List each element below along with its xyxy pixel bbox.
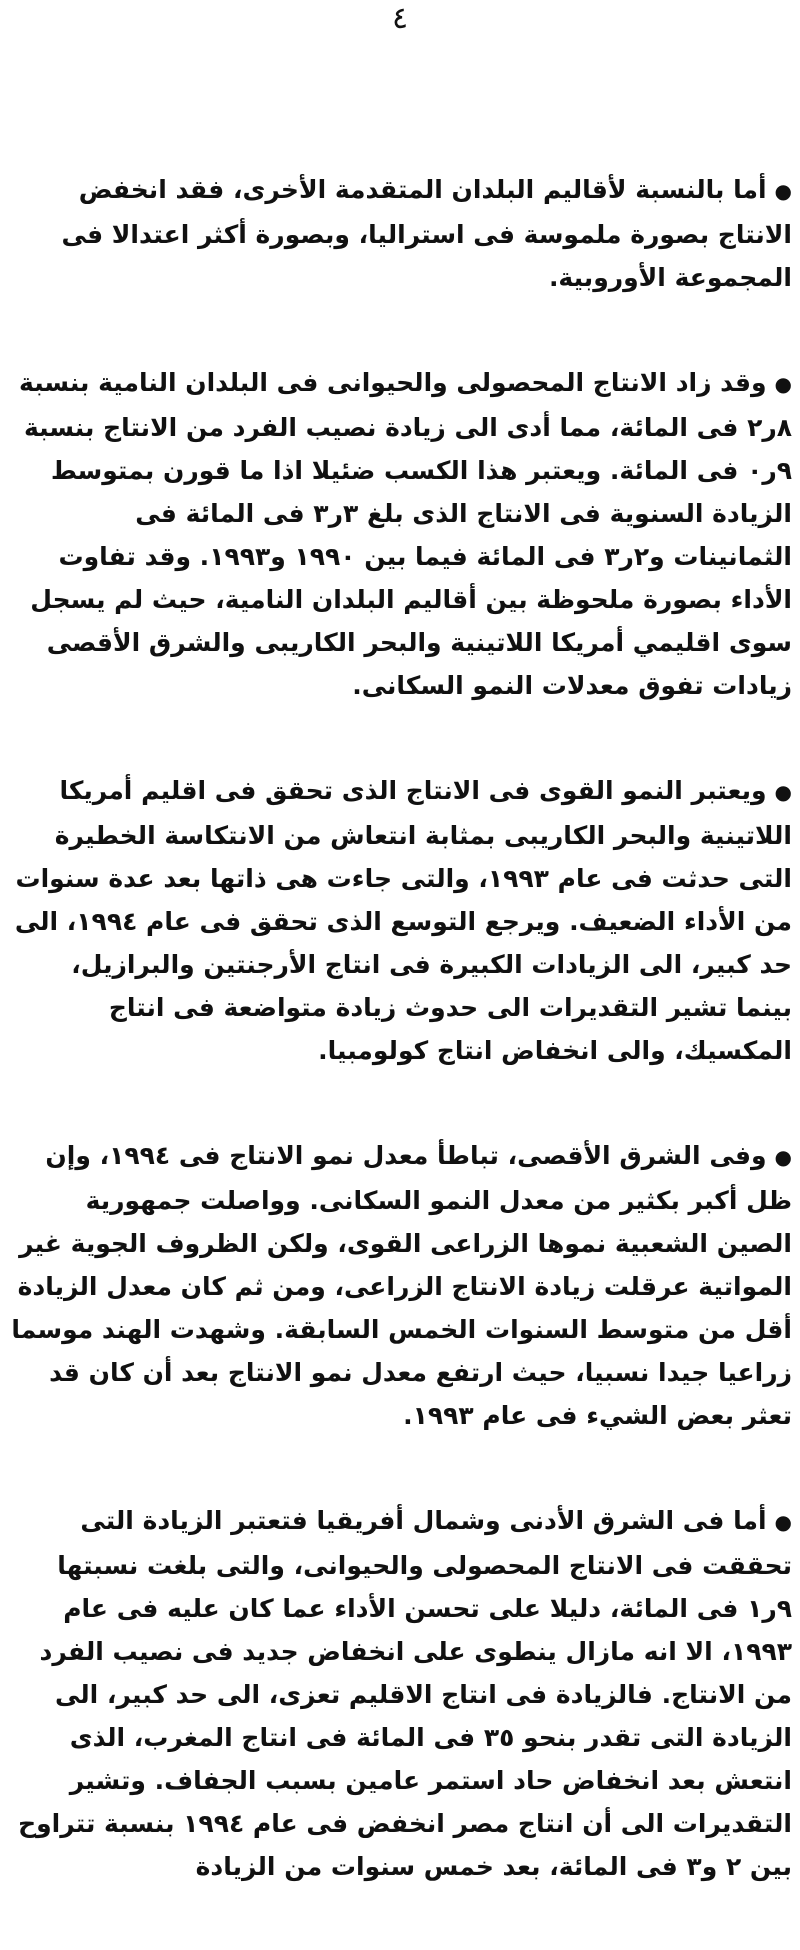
paragraph <box>8 168 792 299</box>
paragraph-line: الجفاف. وتشير التقديرات الى أن انتاج مصر انخفض فى عام ١٩٩٤ <box>69 1766 792 1838</box>
paragraph-line: والشرق الأقصى زيادات تفوق معدلات النمو السكانى. <box>46 628 792 700</box>
paragraph-line: الكبيرة فى انتاج الأرجنتين والبرازيل، بينما تشير التقديرات الى حدوث <box>71 950 792 1022</box>
paragraph-line: بصورة ملموسة فى استراليا، وبصورة أكثر اعتدالا فى المجموعة <box>61 220 792 292</box>
paragraph-line: نموها الزراعى القوى، ولكن الظروف الجوية غير المواتية عرقلت زيادة <box>19 1229 792 1301</box>
paragraph-line: أما بالنسبة لأقاليم البلدان المتقدمة الأخرى، فقد انخفض الانتاج <box>78 175 792 249</box>
paragraph-line: الانتاج الزراعى، ومن ثم كان معدل الزيادة أقل من متوسط السنوات <box>17 1272 792 1344</box>
paragraph <box>8 769 792 1072</box>
paragraph-line: زيادة متواضعة فى انتاج المكسيك، والى انخفاض انتاج كولومبيا. <box>108 993 792 1065</box>
paragraph-line: عام ١٩٩٣، والتى جاءت هى ذاتها بعد عدة سنوات من الأداء الضعيف. <box>15 864 792 936</box>
bullet-icon: ● <box>774 1510 792 1534</box>
paragraph-line: وقد زاد الانتاج المحصولى والحيوانى فى البلدان النامية بنسبة ٨ر٢ <box>19 368 792 442</box>
paragraph-line: النامية، حيث لم يسجل سوى اقليمي أمريكا اللاتينية والبحر الكاريبى <box>30 585 792 657</box>
paragraph-line: ويعتبر النمو القوى فى الانتاج الذى تحقق فى اقليم أمريكا اللاتينية <box>59 776 792 850</box>
paragraph-line: فى انتاج المغرب، الذى انتعش بعد انخفاض حاد استمر عامين بسبب <box>69 1723 792 1795</box>
paragraph-line: المائة. ويعتبر هذا الكسب ضئيلا اذا ما قورن بمتوسط الزيادة السنوية <box>50 456 792 528</box>
paragraph-line: الخمس السابقة. وشهدت الهند موسما زراعيا جيدا نسبيا، حيث ارتفع <box>11 1315 792 1387</box>
paragraph-line: بنسبة تتراوح بين ٢ و٣ فى المائة، بعد خمس سنوات من الزيادة <box>18 1809 792 1881</box>
paragraph-line: بين ١٩٩٠ و١٩٩٣. وقد تفاوت الأداء بصورة ملحوظة بين أقاليم البلدان <box>58 542 792 614</box>
paragraph-line: فى الانتاج الذى بلغ ٣ر٣ فى المائة فى الثمانينات و٢ر٣ فى المائة فيما <box>135 499 792 571</box>
paragraph-line: وفى الشرق الأقصى، تباطأ معدل نمو الانتاج فى ١٩٩٤، وإن ظل <box>45 1141 792 1215</box>
paragraph-line: الأوروبية. <box>548 263 666 292</box>
paragraph-line: معدل نمو الانتاج بعد أن كان قد تعثر بعض الشيء فى عام ١٩٩٣. <box>49 1358 792 1430</box>
page-number: ٤ <box>391 1 409 36</box>
bullet-icon: ● <box>774 372 792 396</box>
bullet-icon: ● <box>774 780 792 804</box>
paragraph-line: ويرجع التوسع الذى تحقق فى عام ١٩٩٤، الى حد كبير، الى الزيادات <box>14 907 792 979</box>
body-text <box>8 168 792 1950</box>
paragraph-line: والبحر الكاريبى بمثابة انتعاش من الانتكاسة الخطيرة التى حدثت فى <box>54 821 792 893</box>
paragraph-line: الانتاج المحصولى والحيوانى، والتى بلغت نسبتها ٩ر١ فى المائة، دليلا <box>57 1551 792 1623</box>
paragraph-line: الاقليم تعزى، الى حد كبير، الى الزيادة التى تقدر بنحو ٣٥ فى المائة <box>55 1680 792 1752</box>
paragraph <box>8 1134 792 1437</box>
paragraph-line: على تحسن الأداء عما كان عليه فى عام ١٩٩٣، الا انه مازال ينطوى <box>63 1594 792 1666</box>
paragraph-line: فى المائة، مما أدى الى زيادة نصيب الفرد من الانتاج بنسبة ٩ر٠ فى <box>23 413 792 485</box>
paragraph-line: أما فى الشرق الأدنى وشمال أفريقيا فتعتبر الزيادة التى تحققت فى <box>80 1506 792 1580</box>
bullet-icon: ● <box>774 1145 792 1169</box>
paragraph-line: على انخفاض جديد فى نصيب الفرد من الانتاج. فالزيادة فى انتاج <box>39 1637 792 1709</box>
bullet-icon: ● <box>774 179 792 203</box>
paragraph-line: أكبر بكثير من معدل النمو السكانى. وواصلت جمهورية الصين الشعبية <box>85 1186 792 1258</box>
paragraph <box>8 1499 792 1888</box>
paragraph <box>8 361 792 707</box>
